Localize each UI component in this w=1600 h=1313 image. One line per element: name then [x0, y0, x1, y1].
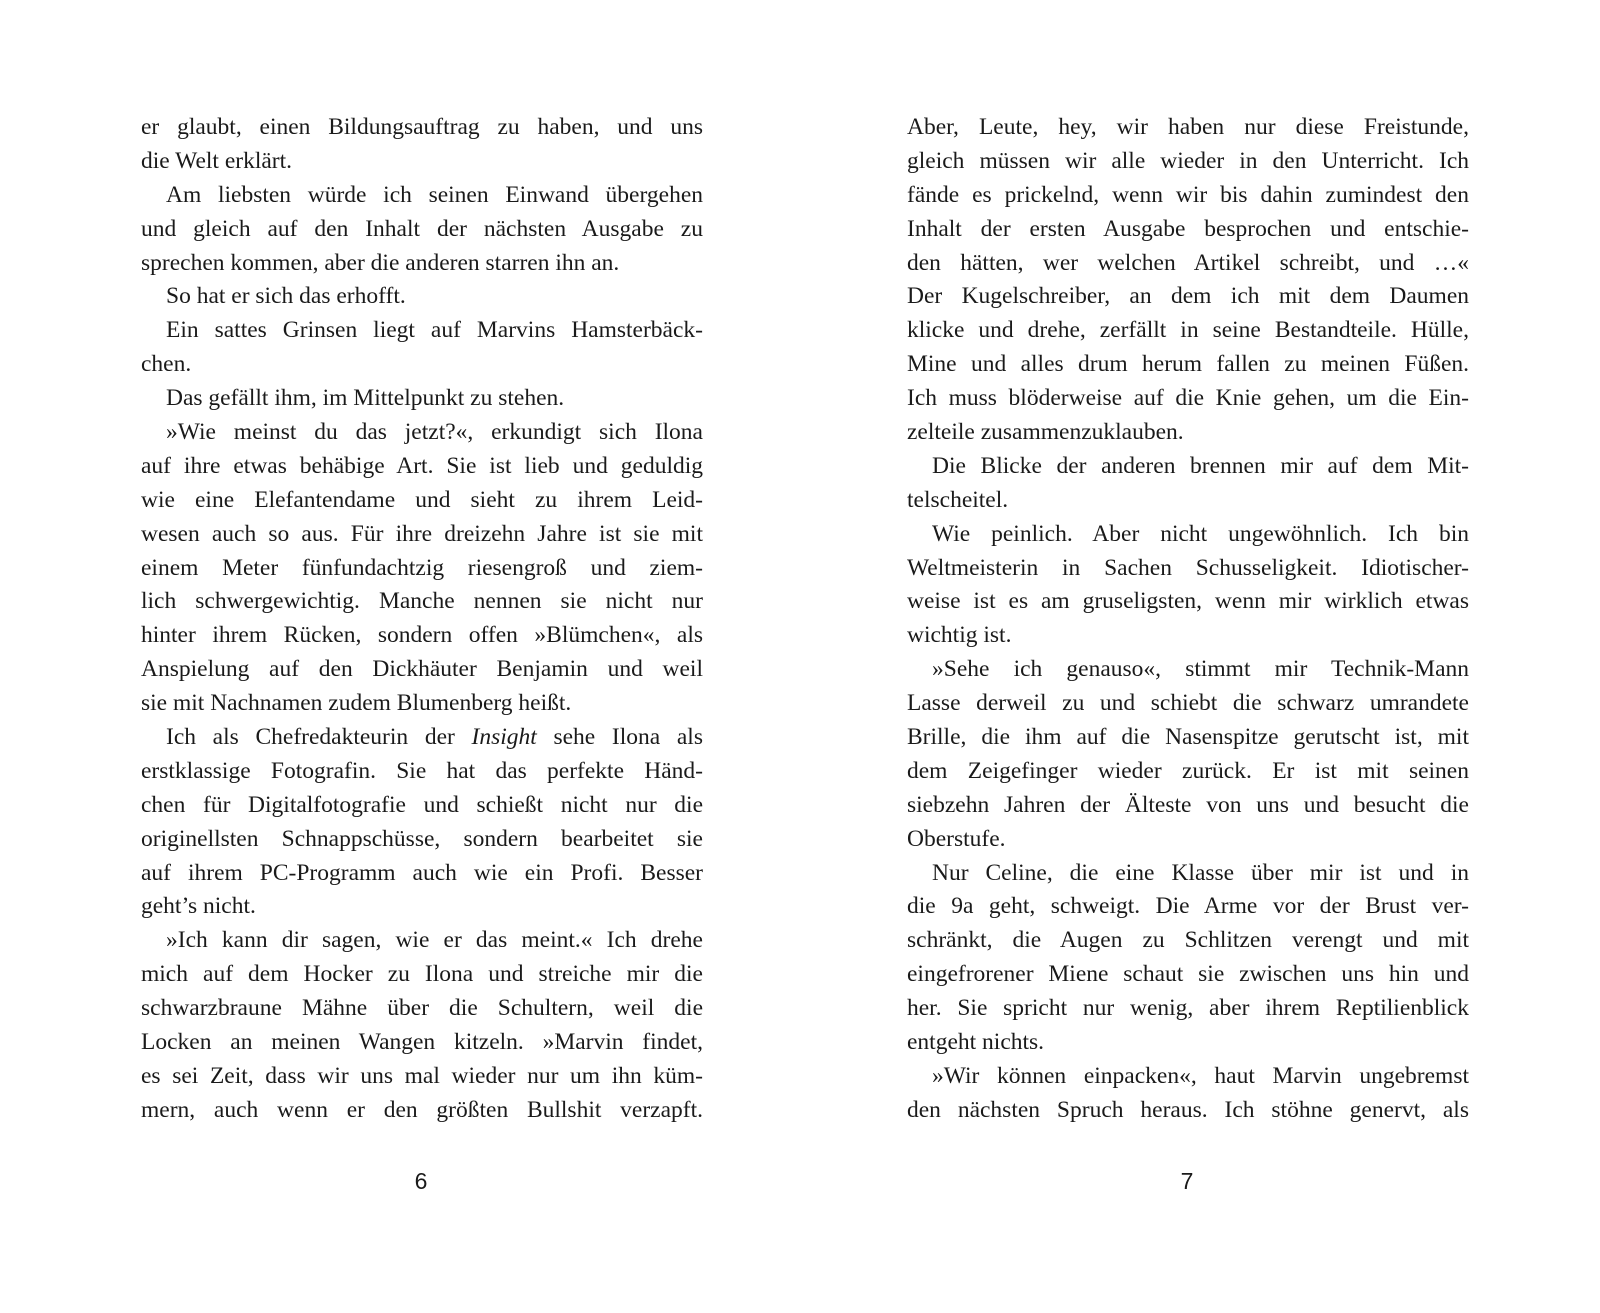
text-line [141, 213, 703, 247]
text-line [907, 213, 1469, 247]
line-text: Nur Celine, die eine Klasse über mir ist und in [932, 859, 1469, 886]
line-text: auf ihrem PC-Programm auch wie ein Profi. Besser [141, 859, 703, 886]
text-line [141, 145, 703, 179]
line-text: Am liebsten würde ich seinen Einwand übergehen [166, 181, 703, 208]
text-line [907, 145, 1469, 179]
line-text: Aber, Leute, hey, wir haben nur diese Freistunde, [907, 114, 1469, 140]
text-line [907, 348, 1469, 382]
text-line [141, 1060, 703, 1094]
text-line [907, 179, 1469, 213]
line-text: hinter ihrem Rücken, sondern offen »Blümchen«, als [141, 622, 703, 649]
line-text: sehe Ilona als [536, 724, 703, 751]
line-text: den hätten, wer welchen Artikel schreibt, und …« [907, 249, 1469, 276]
text-line [907, 1026, 1469, 1060]
line-text: es sei Zeit, dass wir uns mal wieder nur um ihn küm- [141, 1062, 703, 1089]
text-line [907, 992, 1469, 1026]
text-line [141, 450, 703, 484]
text-line [907, 111, 1469, 145]
line-text: und gleich auf den Inhalt der nächsten Ausgabe zu [141, 215, 703, 242]
line-text: Oberstufe. [907, 825, 1006, 852]
text-line [907, 518, 1469, 552]
text-line [907, 890, 1469, 924]
line-text: Ich als Chefredakteurin der [166, 724, 472, 751]
left-page-text [141, 111, 703, 1128]
line-text: schwarzbraune Mähne über die Schultern, weil die [141, 995, 703, 1022]
right-page-number: 7 [1180, 1168, 1194, 1194]
line-text: So hat er sich das erhofft. [166, 283, 406, 310]
line-text: siebzehn Jahren der Älteste von uns und besucht die [907, 791, 1469, 818]
line-text: Das gefällt ihm, im Mittelpunkt zu stehen. [166, 385, 565, 412]
text-line [141, 280, 703, 314]
line-text: einem Meter fünfundachtzig riesengroß und ziem- [141, 554, 703, 581]
text-line [907, 280, 1469, 314]
text-line [907, 1060, 1469, 1094]
text-line [907, 653, 1469, 687]
text-line [907, 958, 1469, 992]
line-text: wie eine Elefantendame und sieht zu ihrem Leid- [141, 486, 703, 513]
text-line [141, 179, 703, 213]
line-text: die 9a geht, schweigt. Die Arme vor der Brust ver- [907, 893, 1469, 920]
text-line [141, 382, 703, 416]
text-line [141, 653, 703, 687]
text-line [141, 789, 703, 823]
line-text: gleich müssen wir alle wieder in den Unterricht. Ich [907, 147, 1469, 174]
line-text: wesen auch so aus. Für ihre dreizehn Jahre ist sie mit [141, 520, 703, 547]
line-text: mich auf dem Hocker zu Ilona und streiche mir die [141, 961, 703, 988]
line-text: sie mit Nachnamen zudem Blumenberg heißt. [141, 690, 572, 717]
text-line [907, 382, 1469, 416]
text-line [907, 619, 1469, 653]
text-line [141, 755, 703, 789]
text-line [141, 484, 703, 518]
italic-title: Insight [471, 724, 537, 751]
line-text: erstklassige Fotografin. Sie hat das perfekte Händ- [141, 757, 703, 784]
line-text: Locken an meinen Wangen kitzeln. »Marvin findet, [141, 1029, 703, 1056]
line-text: Ein sattes Grinsen liegt auf Marvins Hamsterbäck- [166, 317, 703, 344]
text-line [141, 348, 703, 382]
text-line [141, 958, 703, 992]
line-text: die Welt erklärt. [141, 147, 293, 174]
line-text: Brille, die ihm auf die Nasenspitze gerutscht ist, mit [907, 724, 1469, 751]
line-text: Die Blicke der anderen brennen mir auf dem Mit- [932, 452, 1469, 479]
line-text: geht’s nicht. [141, 893, 256, 920]
line-text: »Wie meinst du das jetzt?«, erkundigt sich Ilona [166, 419, 703, 446]
line-text: telscheitel. [907, 486, 1009, 513]
text-line [141, 552, 703, 586]
text-line [141, 416, 703, 450]
text-line [907, 1094, 1469, 1128]
line-text: auf ihre etwas behäbige Art. Sie ist lieb und geduldig [141, 452, 703, 479]
line-text: entgeht nichts. [907, 1029, 1045, 1056]
text-line [907, 721, 1469, 755]
text-line [907, 789, 1469, 823]
left-page-number: 6 [414, 1168, 428, 1194]
right-page-text [907, 111, 1469, 1128]
line-text: mern, auch wenn er den größten Bullshit verzapft. [141, 1096, 703, 1123]
text-line [141, 314, 703, 348]
text-line [907, 247, 1469, 281]
text-line [141, 823, 703, 857]
line-text: her. Sie spricht nur wenig, aber ihrem Reptilienblick [907, 995, 1469, 1022]
line-text: Inhalt der ersten Ausgabe besprochen und entschie- [907, 215, 1469, 242]
text-line [907, 857, 1469, 891]
text-line [141, 585, 703, 619]
line-text: Lasse derweil zu und schiebt die schwarz umrandete [907, 690, 1469, 717]
text-line [141, 924, 703, 958]
line-text: eingefrorener Miene schaut sie zwischen uns hin und [907, 961, 1469, 988]
text-line [141, 992, 703, 1026]
text-line [907, 687, 1469, 721]
line-text: zelteile zusammenzuklauben. [907, 419, 1184, 446]
text-line [907, 755, 1469, 789]
text-line [907, 416, 1469, 450]
text-line [141, 518, 703, 552]
line-text: Weltmeisterin in Sachen Schusseligkeit. Idiotischer- [907, 554, 1469, 581]
text-line [141, 1026, 703, 1060]
line-text: originellsten Schnappschüsse, sondern bearbeitet sie [141, 825, 703, 852]
text-line [141, 721, 703, 755]
line-text: klicke und drehe, zerfällt in seine Bestandteile. Hülle, [907, 317, 1469, 344]
line-text: Wie peinlich. Aber nicht ungewöhnlich. Ich bin [932, 520, 1469, 547]
text-line [907, 585, 1469, 619]
text-line [907, 484, 1469, 518]
line-text: »Sehe ich genauso«, stimmt mir Technik-Mann [932, 656, 1469, 683]
line-text: er glaubt, einen Bildungsauftrag zu haben, und uns [141, 114, 703, 140]
text-line [141, 111, 703, 145]
text-line [141, 1094, 703, 1128]
text-line [907, 823, 1469, 857]
line-text: weise ist es am gruseligsten, wenn mir wirklich etwas [907, 588, 1469, 615]
text-line [907, 552, 1469, 586]
line-text: wichtig ist. [907, 622, 1012, 649]
text-line [141, 857, 703, 891]
text-line [141, 890, 703, 924]
text-line [907, 924, 1469, 958]
line-text: Der Kugelschreiber, an dem ich mit dem Daumen [907, 283, 1469, 310]
line-text: dem Zeigefinger wieder zurück. Er ist mit seinen [907, 757, 1469, 784]
line-text: Mine und alles drum herum fallen zu meinen Füßen. [907, 351, 1469, 378]
line-text: »Ich kann dir sagen, wie er das meint.« Ich drehe [166, 927, 703, 954]
line-text: sprechen kommen, aber die anderen starren ihn an. [141, 249, 620, 276]
line-text: chen für Digitalfotografie und schießt nicht nur die [141, 791, 703, 818]
line-text: den nächsten Spruch heraus. Ich stöhne genervt, als [907, 1096, 1469, 1123]
line-text: Anspielung auf den Dickhäuter Benjamin und weil [141, 656, 703, 683]
text-line [141, 619, 703, 653]
text-line [907, 314, 1469, 348]
line-text: lich schwergewichtig. Manche nennen sie nicht nur [141, 588, 703, 615]
line-text: Ich muss blöderweise auf die Knie gehen, um die Ein- [907, 385, 1469, 412]
text-line [907, 450, 1469, 484]
line-text: schränkt, die Augen zu Schlitzen verengt und mit [907, 927, 1469, 954]
line-text: fände es prickelnd, wenn wir bis dahin zumindest den [907, 181, 1469, 208]
text-line [141, 247, 703, 281]
line-text: chen. [141, 351, 192, 378]
line-text: »Wir können einpacken«, haut Marvin ungebremst [932, 1062, 1469, 1089]
text-line [141, 687, 703, 721]
